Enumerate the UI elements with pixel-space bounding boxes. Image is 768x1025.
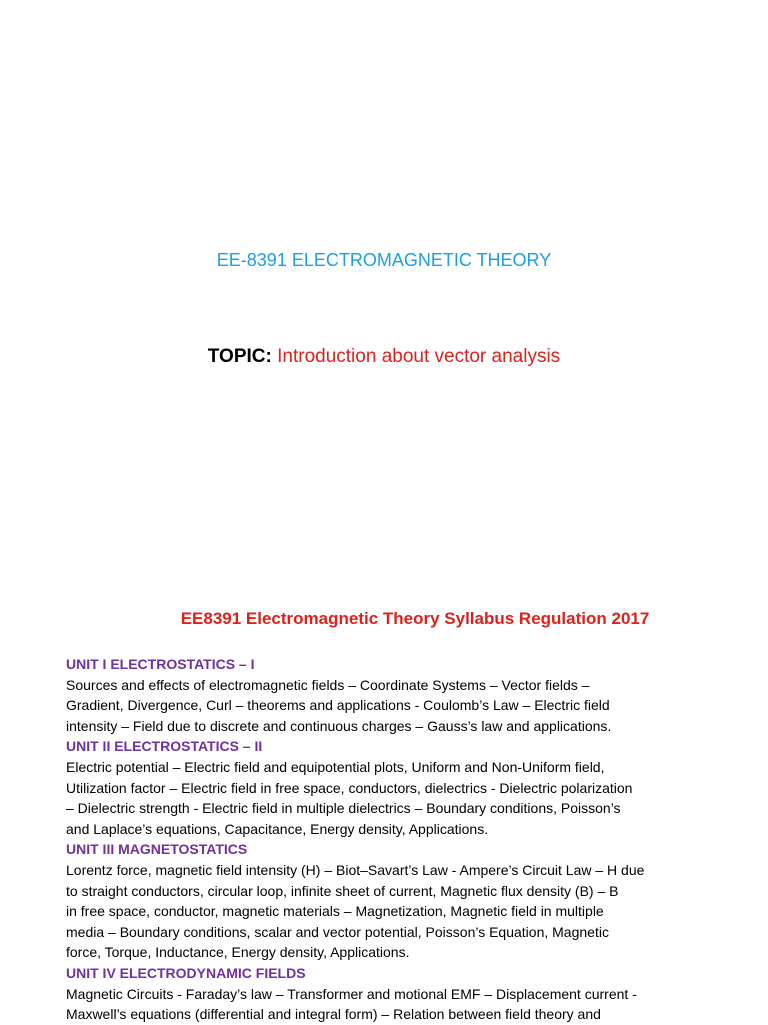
unit-section (66, 654, 756, 736)
topic-line (0, 346, 768, 368)
unit-body: Electric potential – Electric field and equipotential plots, Uniform and Non-Uniform field, Utilization factor – Electric field in free space, conductors, dielectrics - Dielectric polarization – Dielectric strength - Electric field in multiple dielectrics – Boundary conditions, Poisson’s and Laplace’s equations, Capacitance, Energy density, Applications. (66, 758, 633, 837)
unit-title: UNIT IV ELECTRODYNAMIC FIELDS (66, 964, 306, 981)
unit-section (66, 839, 756, 963)
unit-title: UNIT I ELECTROSTATICS – I (66, 656, 255, 672)
syllabus-heading: EE8391 Electromagnetic Theory Syllabus Regulation 2017 (180, 609, 650, 628)
unit-body: Lorentz force, magnetic field intensity (H) – Biot–Savart’s Law - Ampere’s Circuit Law – H due to straight conductors, circular loop, infinite sheet of current, Magnetic flux density (B) – B in free space, conductor, magnetic materials – Magnetization, Magnetic field in multiple media – Boundary conditions, scalar and vector potential, Poisson’s Equation, Magnetic force, Torque, Inductance, Energy density, Applications. (66, 861, 645, 961)
unit-body: Sources and effects of electromagnetic fields – Coordinate Systems – Vector fields – Gradient, Divergence, Curl – theorems and applications - Coulomb’s Law – Electric field intensity – Field due to discrete and continuous charges – Gauss’s law and applications. (66, 676, 612, 734)
unit-section (66, 736, 756, 839)
unit-section (66, 963, 756, 1025)
unit-title: UNIT II ELECTROSTATICS – II (66, 738, 263, 755)
topic-label: TOPIC: (207, 346, 272, 367)
topic-text: Introduction about vector analysis (277, 346, 561, 367)
unit-body: Magnetic Circuits - Faraday’s law – Transformer and motional EMF – Displacement current - Maxwell’s equations (differential and integral form) – Relation between field theory and (66, 985, 637, 1023)
slide-title: EE-8391 ELECTROMAGNETIC THEORY (216, 250, 552, 270)
unit-title: UNIT III MAGNETOSTATICS (66, 841, 248, 858)
syllabus-body (66, 654, 756, 1025)
